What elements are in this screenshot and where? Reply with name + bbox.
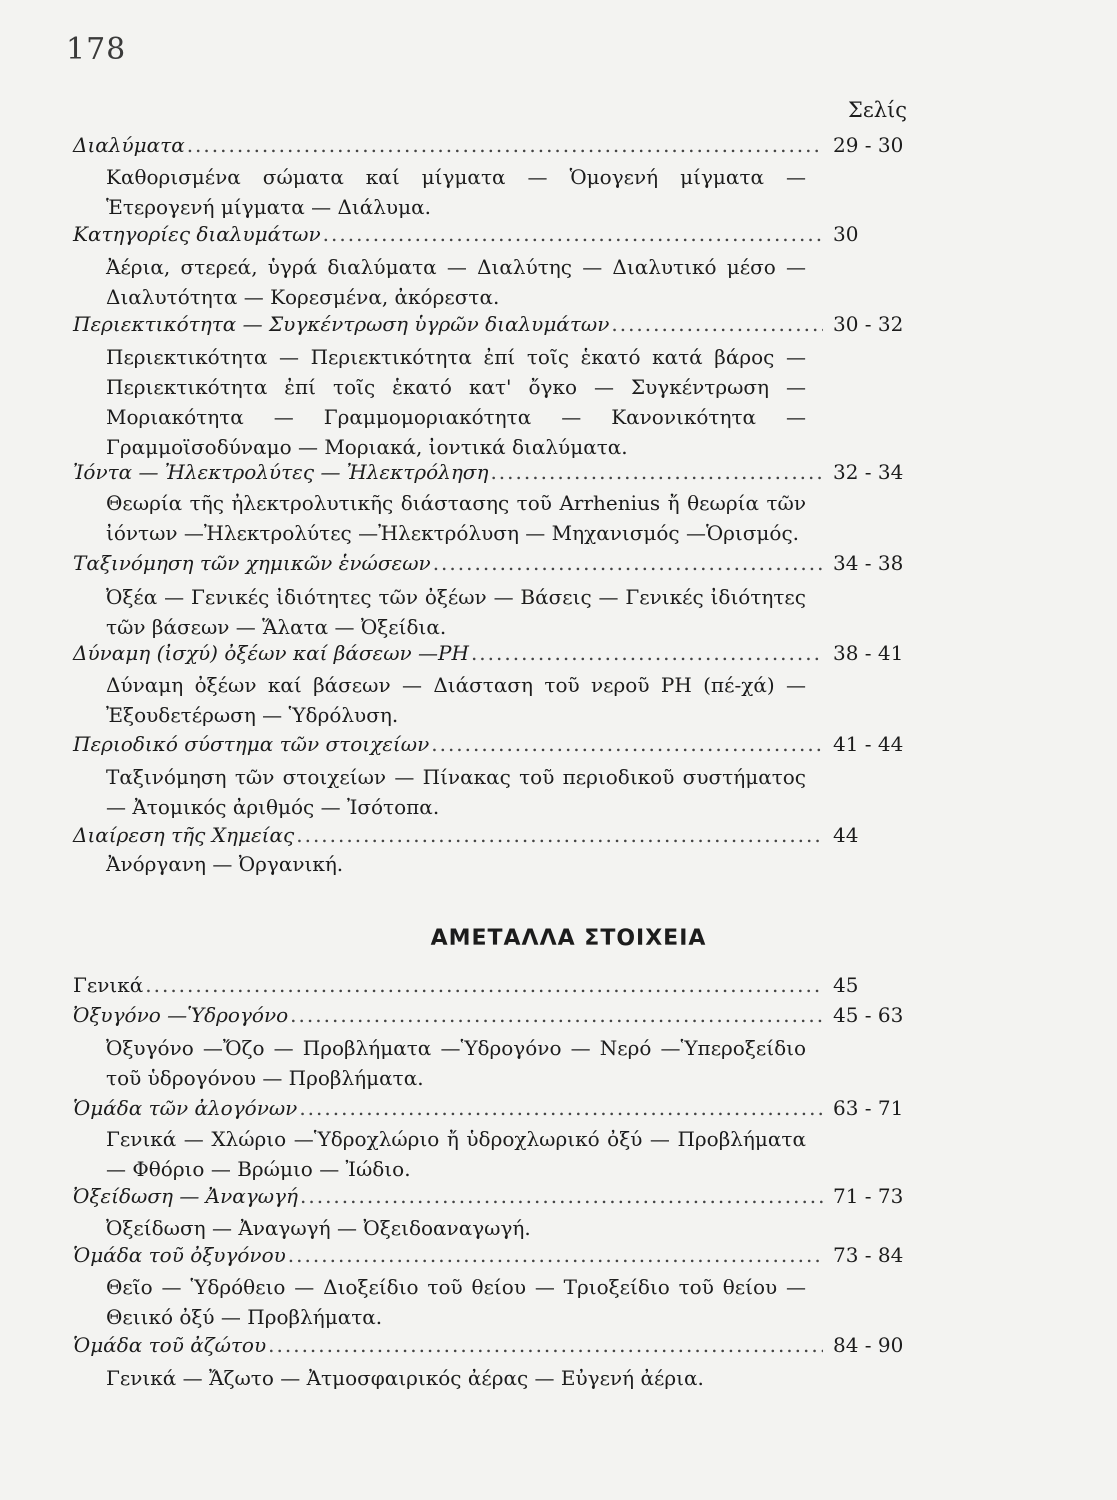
- toc-entry: [73, 1181, 913, 1211]
- toc-entry: [73, 1240, 913, 1270]
- dot-leader: [296, 820, 823, 850]
- dot-leader: [611, 309, 823, 339]
- toc-entry: [73, 1093, 913, 1123]
- toc-entry-pages: 30: [833, 222, 859, 246]
- dot-leader: [433, 548, 823, 578]
- toc-entry-pages: 45: [833, 973, 859, 997]
- dot-leader: [490, 457, 823, 487]
- toc-entry-title: Κατηγορίες διαλυμάτων: [73, 222, 321, 246]
- toc-entry: [73, 1330, 913, 1360]
- pages-column-header: Σελίς: [848, 98, 908, 122]
- toc-entry-title: Περιοδικό σύστημα τῶν στοιχείων: [73, 732, 430, 756]
- toc-entry-pages: 71 - 73: [833, 1184, 904, 1208]
- dot-leader: [288, 1240, 823, 1270]
- toc-entry-pages: 29 - 30: [833, 133, 904, 157]
- dot-leader: [431, 729, 823, 759]
- toc-entry-description: Γενικά — Ἄζωτο — Ἀτμοσφαιρικός ἀέρας — Εὐγενή ἀέρια.: [106, 1366, 704, 1390]
- dot-leader: [290, 1000, 823, 1030]
- toc-entry-title: Ὀξυγόνο —Ὑδρογόνο: [73, 1003, 289, 1027]
- toc-entry: [73, 457, 913, 487]
- toc-entry: [73, 219, 913, 249]
- toc-entry: [73, 548, 913, 578]
- toc-entry-pages: 34 - 38: [833, 551, 904, 575]
- toc-entry-title: Διαίρεση τῆς Χημείας: [73, 823, 295, 847]
- toc-entry-description: Ὀξείδωση — Ἀναγωγή — Ὀξειδοαναγωγή.: [106, 1216, 531, 1240]
- toc-entry-title: Διαλύματα: [73, 133, 185, 157]
- toc-entry: [73, 820, 913, 850]
- toc-entry-title: Γενικά: [73, 973, 144, 997]
- toc-entry-description: Ταξινόμηση τῶν στοιχείων — Πίνακας τοῦ περιοδικοῦ συστήματος — Ἀτομικός ἀριθμός — Ἰσότοπα.: [106, 765, 806, 819]
- toc-entry-pages: 30 - 32: [833, 312, 904, 336]
- toc-entry-pages: 32 - 34: [833, 460, 904, 484]
- dot-leader: [323, 219, 823, 249]
- toc-entry-title: Ὁμάδα τοῦ ὀξυγόνου: [73, 1243, 286, 1267]
- toc-entry-description: Ὀξέα — Γενικές ἰδιότητες τῶν ὀξέων — Βάσεις — Γενικές ἰδιότητες τῶν βάσεων — Ἅλατα — Ὀξείδια.: [106, 585, 806, 639]
- toc-entry: [73, 638, 913, 668]
- toc-entry-title: Ταξινόμηση τῶν χημικῶν ἑνώσεων: [73, 551, 431, 575]
- toc-entry-description: Γενικά — Χλώριο —Ὑδροχλώριο ἤ ὑδροχλωρικό ὀξύ — Προβλήματα — Φθόριο — Βρώμιο — Ἰώδιο.: [106, 1127, 806, 1181]
- toc-entry-pages: 45 - 63: [833, 1003, 904, 1027]
- toc-entry-pages: 41 - 44: [833, 732, 904, 756]
- toc-entry-description: Θεῖο — Ὑδρόθειο — Διοξείδιο τοῦ θείου — Τριοξείδιο τοῦ θείου — Θειικό ὀξύ — Προβλήματα.: [106, 1275, 806, 1329]
- toc-entry-description: Ὀξυγόνο —Ὄζο — Προβλήματα —Ὑδρογόνο — Νερό —Ὑπεροξείδιο τοῦ ὑδρογόνου — Προβλήματα.: [106, 1036, 806, 1090]
- dot-leader: [145, 970, 823, 1000]
- page-number: 178: [66, 32, 127, 67]
- toc-entry-description: Ἀέρια, στερεά, ὑγρά διαλύματα — Διαλύτης — Διαλυτικό μέσο — Διαλυτότητα — Κορεσμένα, ἀκόρεστα.: [106, 255, 806, 309]
- dot-leader: [268, 1330, 823, 1360]
- toc-entry-title: Δύναμη (ἰσχύ) ὀξέων καί βάσεων —PH: [73, 641, 469, 665]
- dot-leader: [187, 130, 823, 160]
- toc-entry: [73, 970, 913, 1000]
- toc-entry-pages: 63 - 71: [833, 1096, 904, 1120]
- toc-entry-title: Ὁμάδα τοῦ ἀζώτου: [73, 1333, 267, 1357]
- toc-entry-description: Ἀνόργανη — Ὀργανική.: [106, 852, 344, 876]
- toc-entry-pages: 84 - 90: [833, 1333, 904, 1357]
- toc-entry: [73, 729, 913, 759]
- toc-entry-title: Ἰόντα — Ἠλεκτρολύτες — Ἠλεκτρόληση: [73, 460, 489, 484]
- toc-entry: [73, 1000, 913, 1030]
- toc-entry-description: Θεωρία τῆς ἠλεκτρολυτικῆς διάστασης τοῦ Arrhenius ἤ θεωρία τῶν ἰόντων —Ἠλεκτρολύτες —Ἠλεκτρόλυση — Μηχανισμός —Ὁρισμός.: [106, 491, 806, 545]
- toc-entry-description: Δύναμη ὀξέων καί βάσεων — Διάσταση τοῦ νεροῦ PH (πέ-χά) —Ἐξουδετέρωση — Ὑδρόλυση.: [106, 673, 806, 727]
- dot-leader: [299, 1093, 823, 1123]
- toc-entry: [73, 130, 913, 160]
- dot-leader: [300, 1181, 823, 1211]
- toc-entry-title: Ὀξείδωση — Ἀναγωγή: [73, 1184, 298, 1208]
- toc-entry-pages: 73 - 84: [833, 1243, 904, 1267]
- toc-entry: [73, 309, 913, 339]
- toc-entry-pages: 44: [833, 823, 859, 847]
- toc-entry-description: Καθορισμένα σώματα καί μίγματα — Ὁμογενή μίγματα — Ἑτερογενή μίγματα — Διάλυμα.: [106, 165, 806, 219]
- toc-entry-pages: 38 - 41: [833, 641, 904, 665]
- toc-entry-description: Περιεκτικότητα — Περιεκτικότητα ἐπί τοῖς ἑκατό κατά βάρος — Περιεκτικότητα ἐπί τοῖς ἑκατό κατ' ὄγκο — Συγκέντρωση — Μοριακότητα — Γραμμομοριακότητα — Κανονικότητα — Γραμμοϊσοδύναμο — Μοριακά, ἰοντικά διαλύματα.: [106, 345, 806, 459]
- dot-leader: [471, 638, 823, 668]
- section-heading: ΑΜΕΤΑΛΛΑ ΣΤΟΙΧΕΙΑ: [430, 926, 707, 951]
- toc-entry-title: Ὁμάδα τῶν ἀλογόνων: [73, 1096, 298, 1120]
- toc-entry-title: Περιεκτικότητα — Συγκέντρωση ὑγρῶν διαλυμάτων: [73, 312, 610, 336]
